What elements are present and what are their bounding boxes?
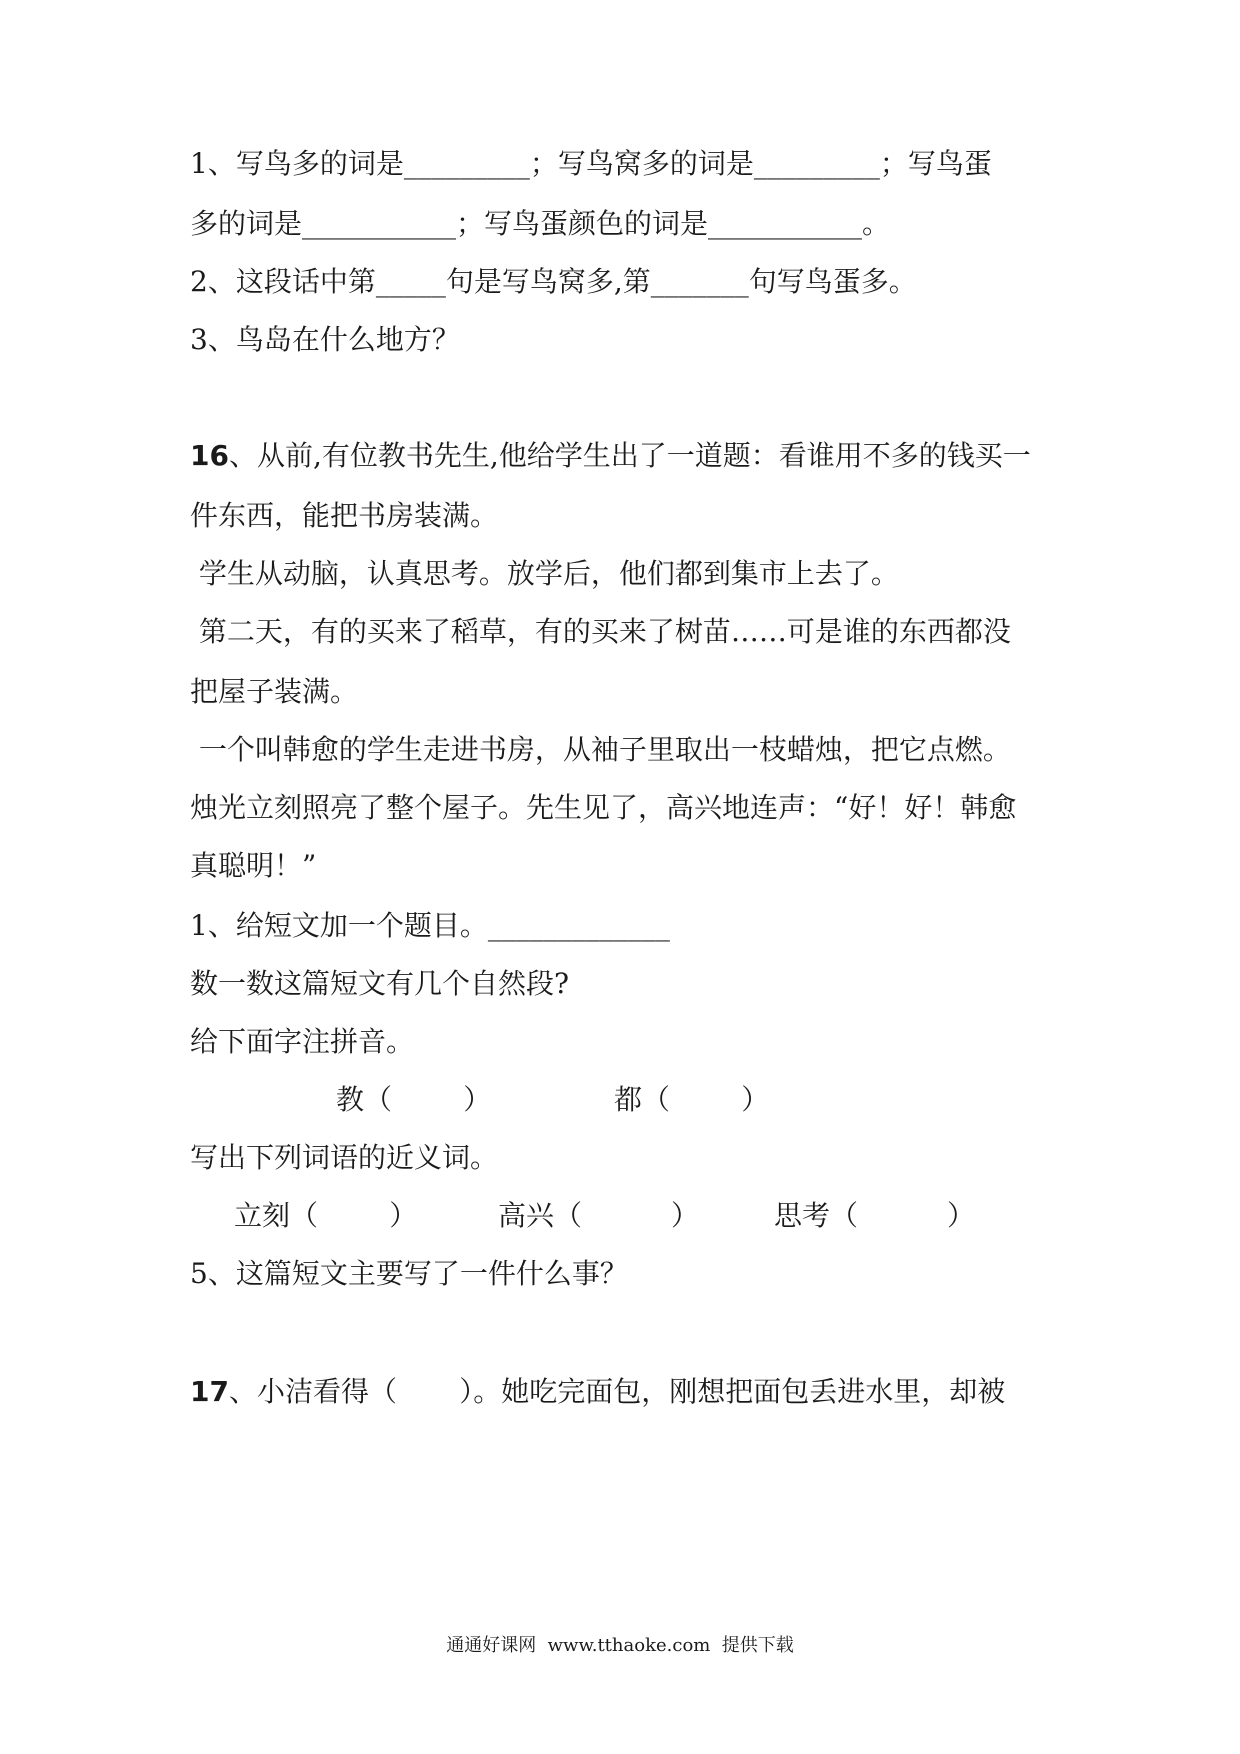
passage-16-question-3: 给下面字注拼音。	[190, 1025, 415, 1058]
synonym-item-sikao: 思考（ ）	[774, 1199, 976, 1232]
passage-16-paragraph-4-line-1: 一个叫韩愈的学生走进书房，从袖子里取出一枝蜡烛，把它点燃。	[190, 733, 1011, 766]
passage-16-question-4: 写出下列词语的近义词。	[190, 1141, 499, 1174]
question-1-line-2: 多的词是___________；写鸟蛋颜色的词是___________。	[190, 207, 891, 240]
question-number-17: 17	[190, 1375, 229, 1408]
passage-16-line-2: 件东西，能把书房装满。	[190, 499, 499, 532]
passage-16-intro: 、从前,有位教书先生,他给学生出了一道题：看谁用不多的钱买一	[228, 439, 1031, 472]
question-number-16: 16	[190, 439, 229, 472]
passage-17-line-1	[190, 1374, 1005, 1410]
question-3: 3、鸟岛在什么地方？	[190, 323, 460, 356]
synonym-item-gaoxing: 高兴（ ）	[498, 1199, 700, 1232]
passage-16-paragraph-3-line-2: 把屋子装满。	[190, 675, 359, 708]
passage-16-paragraph-4-line-3: 真聪明！”	[190, 849, 317, 882]
passage-16-question-2: 数一数这篇短文有几个自然段?	[190, 967, 570, 1000]
passage-16-question-1: 1、给短文加一个题目。_____________	[190, 909, 670, 942]
passage-16-question-5: 5、这篇短文主要写了一件什么事？	[190, 1257, 628, 1290]
synonym-item-like: 立刻（ ）	[234, 1199, 418, 1232]
passage-16-line-1	[190, 438, 1031, 474]
pinyin-item-jiao: 教（ ）	[336, 1083, 492, 1116]
page-footer: 通通好课网 www.tthaoke.com 提供下载	[446, 1635, 794, 1656]
passage-16-paragraph-4-line-2: 烛光立刻照亮了整个屋子。先生见了，高兴地连声：“好！好！韩愈	[190, 791, 1017, 824]
passage-17-text: 、小洁看得（ ）。她吃完面包，刚想把面包丢进水里，却被	[228, 1375, 1006, 1408]
pinyin-item-dou: 都（ ）	[614, 1083, 770, 1116]
question-1-line-1: 1、写鸟多的词是_________；写鸟窝多的词是_________；写鸟蛋	[190, 147, 992, 180]
question-2: 2、这段话中第_____句是写鸟窝多,第_______句写鸟蛋多。	[190, 265, 917, 298]
passage-16-paragraph-3-line-1: 第二天，有的买来了稻草，有的买来了树苗……可是谁的东西都没	[190, 615, 1011, 648]
passage-16-paragraph-2: 学生从动脑，认真思考。放学后，他们都到集市上去了。	[190, 557, 899, 590]
